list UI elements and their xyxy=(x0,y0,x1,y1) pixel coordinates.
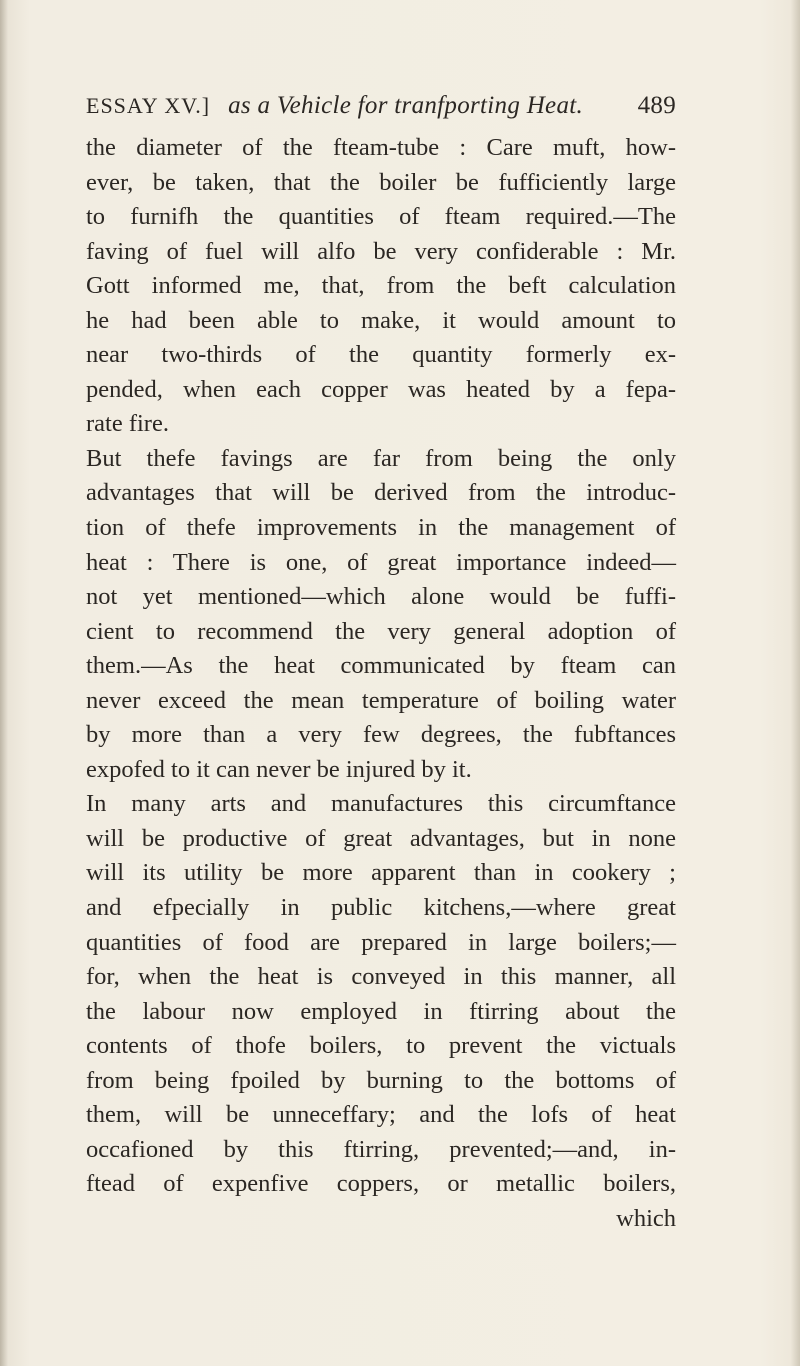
text-line: pended, when each copper was heated by a fepa- xyxy=(86,375,676,403)
body-text xyxy=(86,131,676,1237)
text-line: In many arts and manufactures this circumftance xyxy=(86,790,676,818)
page-left-edge xyxy=(0,0,8,1366)
text-line: faving of fuel will alfo be very confiderable : Mr. xyxy=(86,237,676,265)
text-line: for, when the heat is conveyed in this manner, all xyxy=(86,963,676,991)
text-line: near two-thirds of the quantity formerly ex- xyxy=(86,341,676,369)
text-line: he had been able to make, it would amount to xyxy=(86,306,676,334)
running-header xyxy=(86,92,676,132)
text-line: will its utility be more apparent than in cookery ; xyxy=(86,859,676,887)
running-title: as a Vehicle for tranfporting Heat. xyxy=(228,92,584,119)
text-line: them.—As the heat communicated by fteam can xyxy=(86,652,676,680)
text-line: But thefe favings are far from being the only xyxy=(86,444,676,472)
text-line: rate fire. xyxy=(86,410,169,438)
catchword: which xyxy=(616,1204,676,1232)
text-line: by more than a very few degrees, the fubftances xyxy=(86,721,676,749)
text-line: never exceed the mean temperature of boiling water xyxy=(86,686,676,714)
text-line: contents of thofe boilers, to prevent the victuals xyxy=(86,1032,676,1060)
text-line: them, will be unneceffary; and the lofs of heat xyxy=(86,1101,676,1129)
text-line: to furnifh the quantities of fteam required.—The xyxy=(86,203,676,231)
text-line: the diameter of the fteam-tube : Care muft, how- xyxy=(86,134,676,161)
text-line: cient to recommend the very general adoption of xyxy=(86,617,676,645)
page-number: 489 xyxy=(637,92,676,119)
text-line: Gott informed me, that, from the beft calculation xyxy=(86,272,676,300)
text-line: heat : There is one, of great importance indeed— xyxy=(86,548,676,576)
text-line: occafioned by this ftirring, prevented;—and, in- xyxy=(86,1135,676,1163)
text-line: the labour now employed in ftirring about the xyxy=(86,997,676,1025)
text-line: from being fpoiled by burning to the bottoms of xyxy=(86,1066,676,1094)
text-line: ftead of expenfive coppers, or metallic boilers, xyxy=(86,1170,676,1198)
text-line: will be productive of great advantages, but in none xyxy=(86,824,676,852)
text-line: advantages that will be derived from the introduc- xyxy=(86,479,676,507)
page-right-edge xyxy=(790,0,800,1366)
text-line: not yet mentioned—which alone would be fuffi- xyxy=(86,583,676,611)
text-line: expofed to it can never be injured by it. xyxy=(86,755,472,783)
text-line: tion of thefe improvements in the management of xyxy=(86,514,676,542)
text-line: ever, be taken, that the boiler be fufficiently large xyxy=(86,168,676,196)
text-line: quantities of food are prepared in large boilers;— xyxy=(86,928,676,956)
essay-label: ESSAY XV.] xyxy=(86,93,211,118)
text-line: and efpecially in public kitchens,—where great xyxy=(86,894,676,922)
